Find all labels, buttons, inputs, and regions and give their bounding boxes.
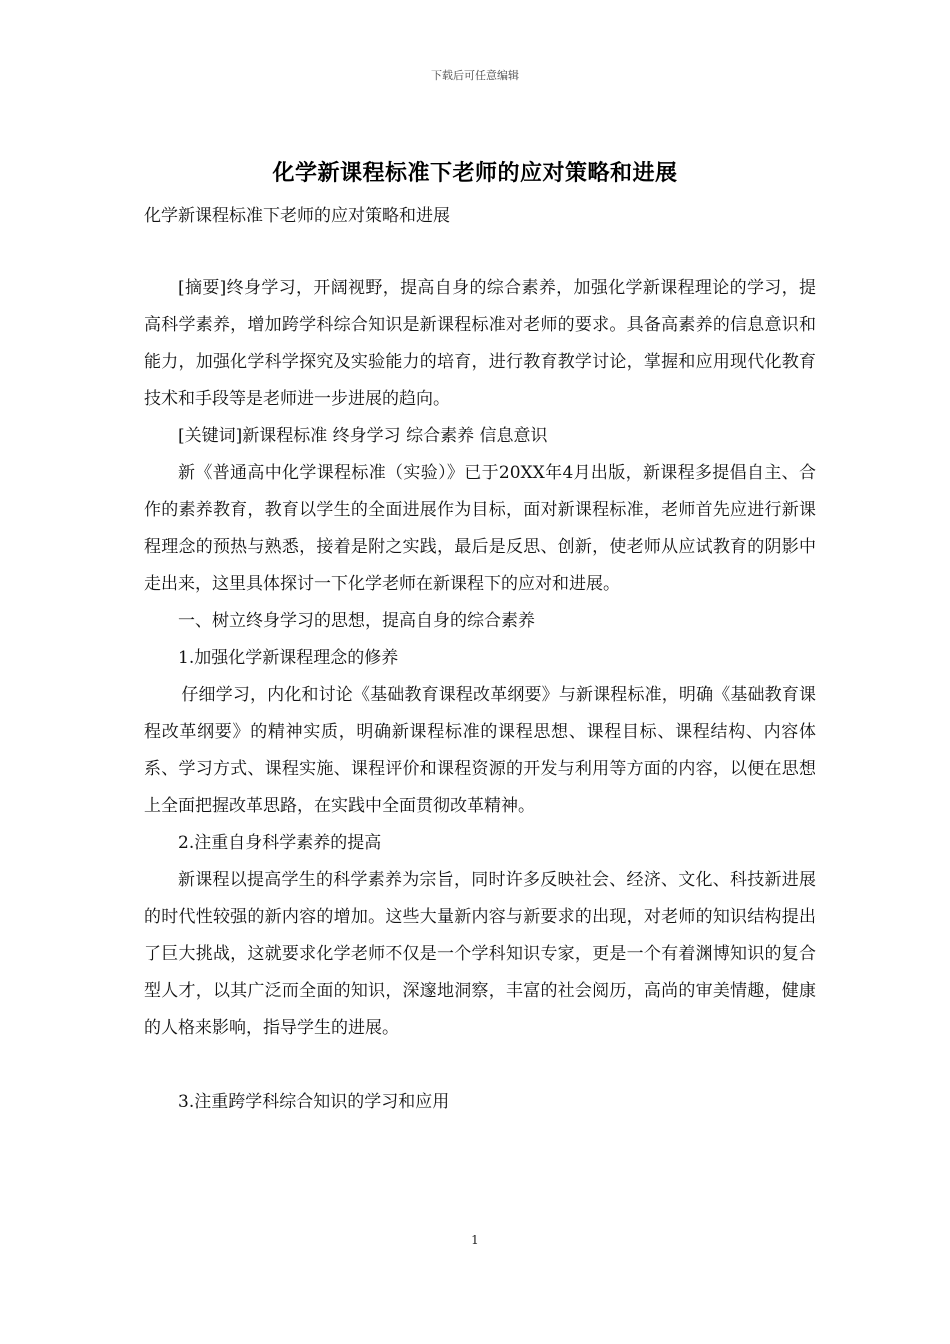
page-number: 1 xyxy=(471,1233,479,1247)
subsection-heading-2: 2.注重自身科学素养的提高 xyxy=(178,833,382,853)
document-title: 化学新课程标准下老师的应对策略和进展 xyxy=(272,161,678,186)
section-heading-1: 一、树立终身学习的思想，提高自身的综合素养 xyxy=(178,611,535,631)
document-body xyxy=(144,270,816,1121)
abstract-paragraph: [摘要]终身学习，开阔视野，提高自身的综合素养，加强化学新课程理论的学习，提高科学素养，增加跨学科综合知识是新课程标准对老师的要求。具备高素养的信息意识和能力，加强化学科学探究及实验能力的培育，进行教育教学讨论，掌握和应用现代化教育技术和手段等是老师进一步进展的趋向。 xyxy=(144,278,816,409)
keywords-paragraph: [关键词]新课程标准 终身学习 综合素养 信息意识 xyxy=(178,426,548,446)
body-paragraph: 新课程以提高学生的科学素养为宗旨，同时许多反映社会、经济、文化、科技新进展的时代性较强的新内容的增加。这些大量新内容与新要求的出现，对老师的知识结构提出了巨大挑战，这就要求化学老师不仅是一个学科知识专家，更是一个有着渊博知识的复合型人才，以其广泛而全面的知识，深邃地洞察，丰富的社会阅历，高尚的审美情趣，健康的人格来影响，指导学生的进展。 xyxy=(144,870,816,1038)
page-header: 下载后可任意编辑 xyxy=(431,69,519,82)
intro-paragraph: 新《普通高中化学课程标准（实验）》已于20XX年4月出版，新课程多提倡自主、合作的素养教育，教育以学生的全面进展作为目标，面对新课程标准，老师首先应进行新课程理念的预热与熟悉，接着是附之实践，最后是反思、创新，使老师从应试教育的阴影中走出来，这里具体探讨一下化学老师在新课程下的应对和进展。 xyxy=(144,463,816,594)
body-paragraph: 仔细学习，内化和讨论《基础教育课程改革纲要》与新课程标准，明确《基础教育课程改革纲要》的精神实质，明确新课程标准的课程思想、课程目标、课程结构、内容体系、学习方式、课程实施、课程评价和课程资源的开发与利用等方面的内容，以便在思想上全面把握改革思路，在实践中全面贯彻改革精神。 xyxy=(144,685,816,816)
subsection-heading-1: 1.加强化学新课程理念的修养 xyxy=(178,648,399,668)
subsection-heading-3: 3.注重跨学科综合知识的学习和应用 xyxy=(178,1092,450,1112)
document-subtitle: 化学新课程标准下老师的应对策略和进展 xyxy=(144,206,450,226)
